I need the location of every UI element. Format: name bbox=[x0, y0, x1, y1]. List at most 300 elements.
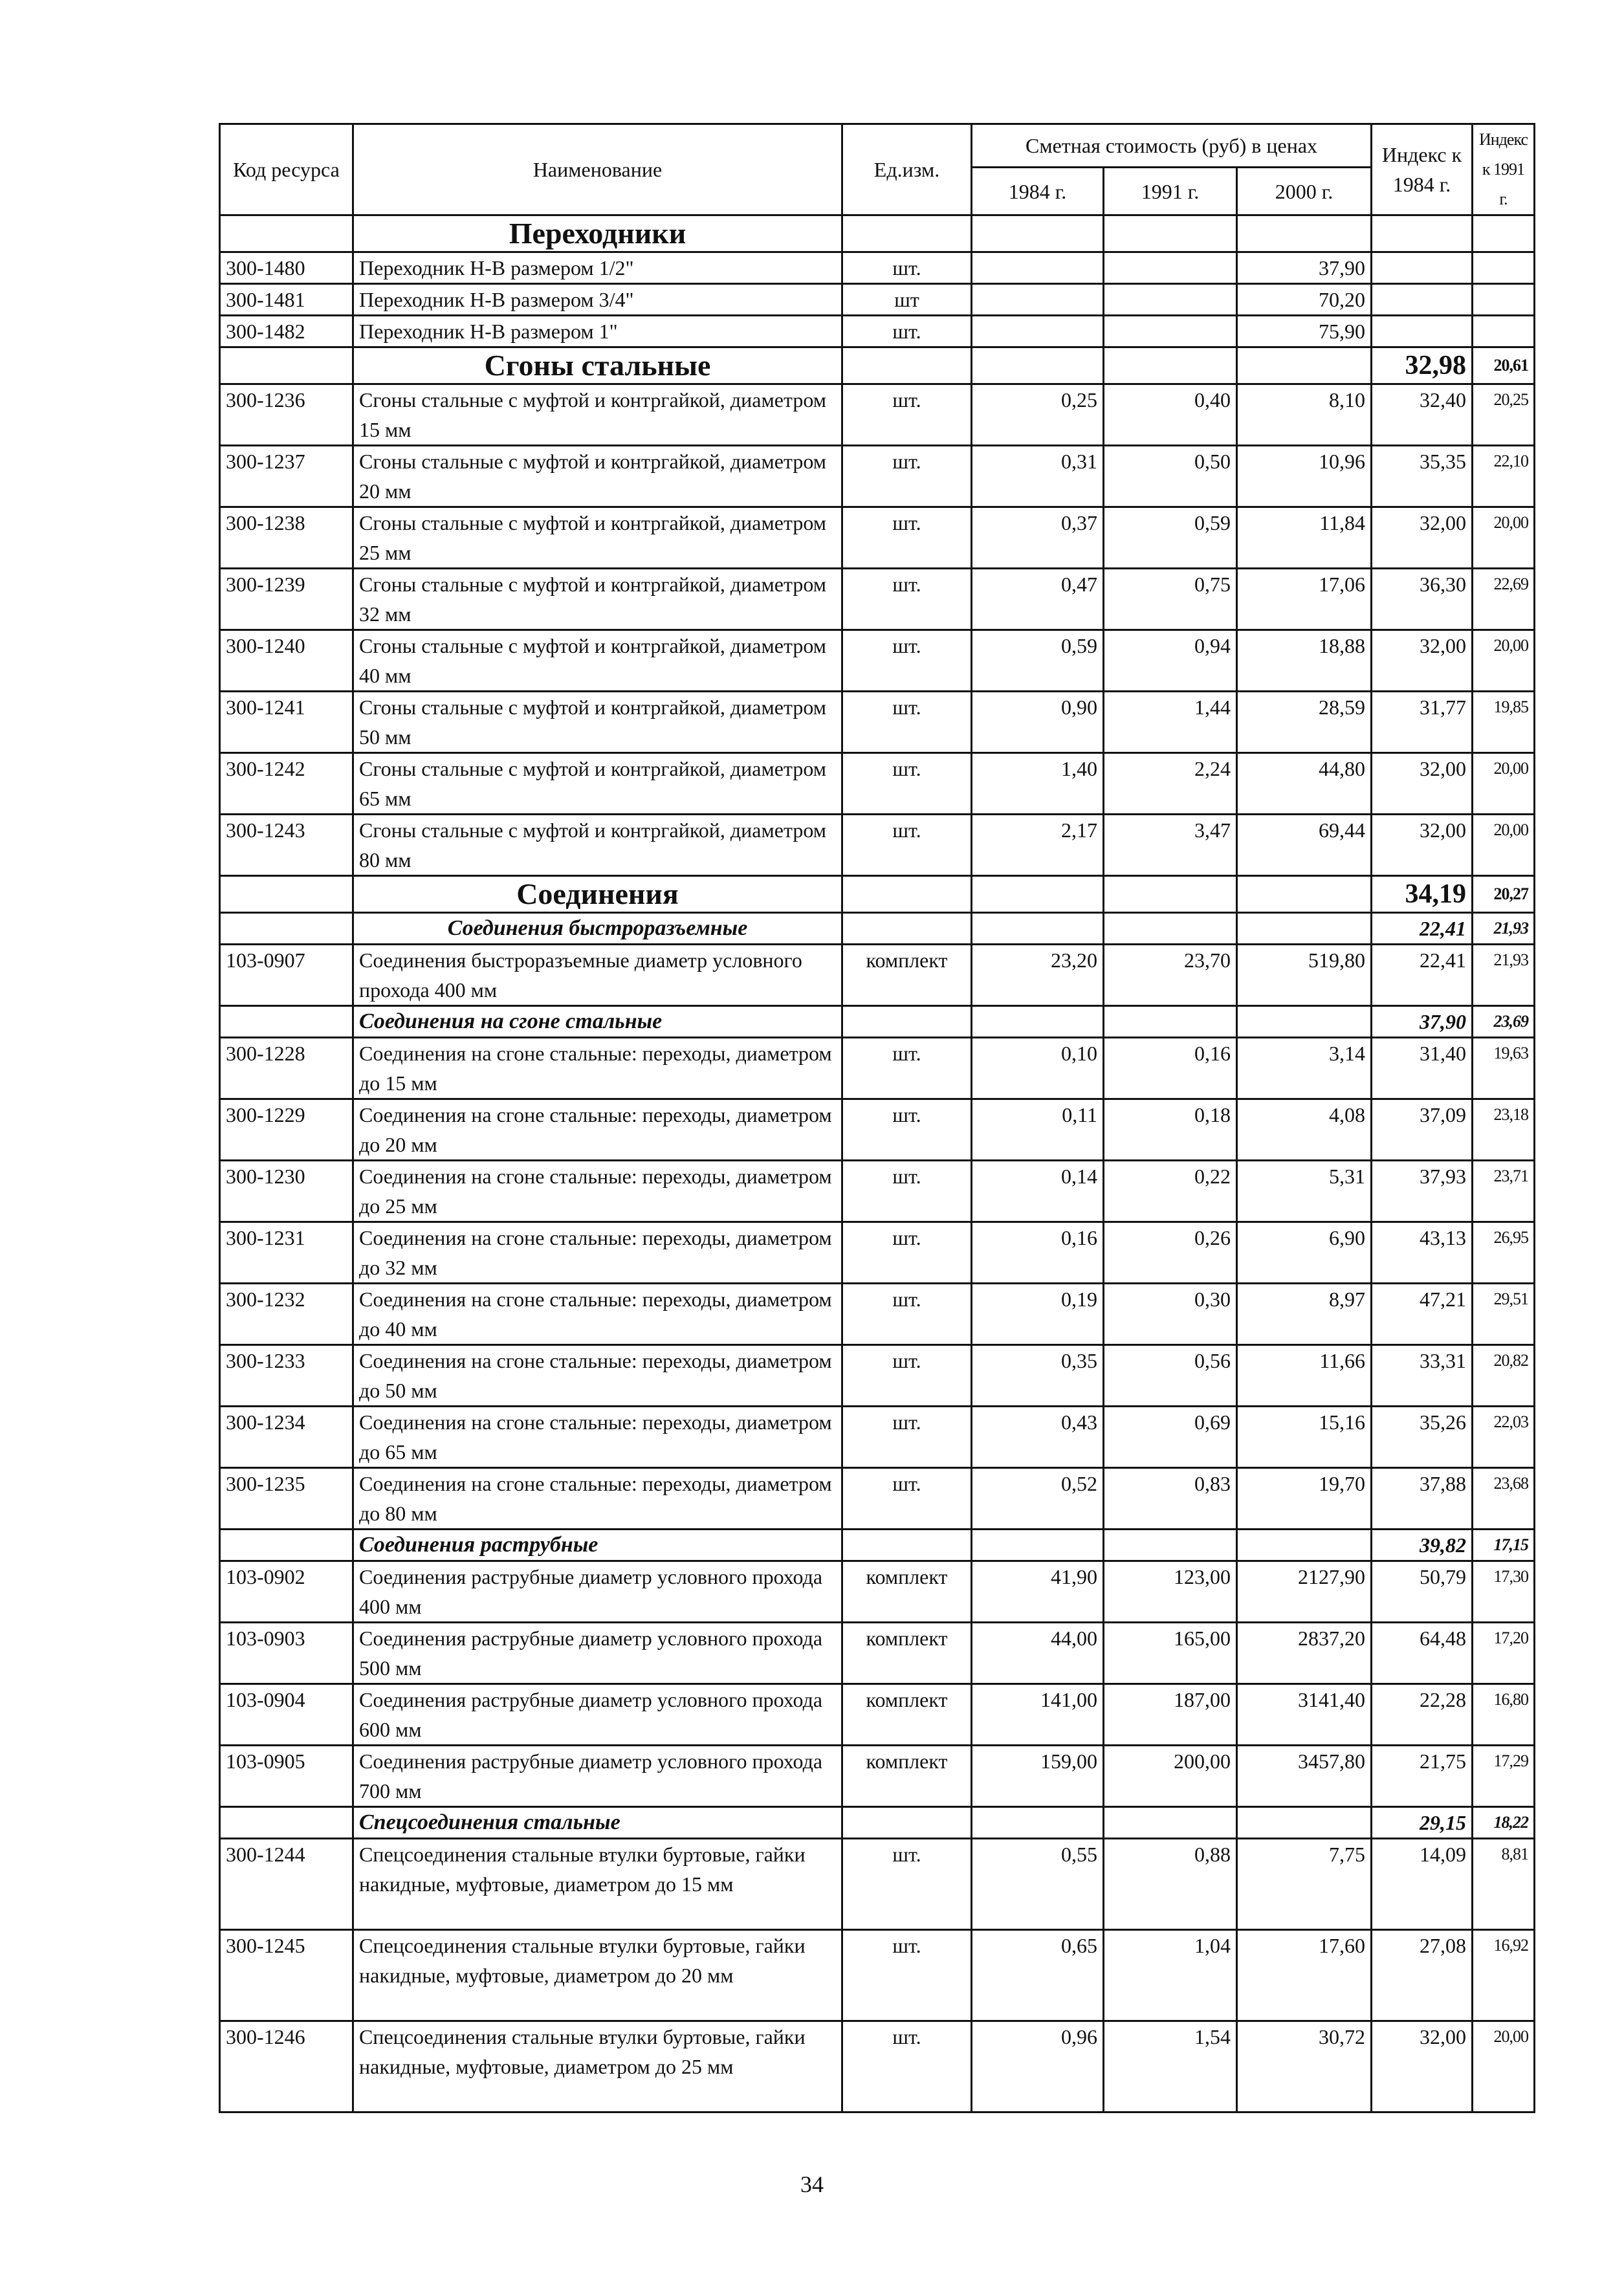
index-1984: 32,00 bbox=[1372, 815, 1473, 876]
index-1991: 22,10 bbox=[1473, 446, 1535, 507]
price-1991: 1,54 bbox=[1104, 2021, 1237, 2112]
section-index-1984: 34,19 bbox=[1372, 876, 1473, 913]
price-2000: 28,59 bbox=[1237, 692, 1372, 753]
table-row bbox=[220, 1345, 1535, 1407]
table-row bbox=[220, 1038, 1535, 1099]
price-1991: 0,22 bbox=[1104, 1161, 1237, 1222]
resource-name: Соединения на сгоне стальные: переходы, диаметром до 25 мм bbox=[353, 1161, 842, 1222]
index-1984: 21,75 bbox=[1372, 1746, 1473, 1807]
subsection-empty-unit bbox=[842, 1006, 972, 1038]
price-2000: 18,88 bbox=[1237, 630, 1372, 692]
header-index-1984: Индекс к 1984 г. bbox=[1372, 124, 1473, 215]
table-row bbox=[220, 1839, 1535, 1930]
price-2000: 2837,20 bbox=[1237, 1623, 1372, 1684]
resource-code: 300-1480 bbox=[220, 252, 353, 284]
unit: шт. bbox=[842, 1345, 972, 1407]
unit: шт. bbox=[842, 1284, 972, 1345]
price-2000: 17,06 bbox=[1237, 569, 1372, 630]
price-1984: 0,19 bbox=[972, 1284, 1104, 1345]
section-index-1991 bbox=[1473, 215, 1535, 252]
price-1984: 0,11 bbox=[972, 1099, 1104, 1161]
unit: шт. bbox=[842, 1839, 972, 1930]
unit: шт. bbox=[842, 1930, 972, 2021]
resource-code: 300-1240 bbox=[220, 630, 353, 692]
index-1984: 32,40 bbox=[1372, 384, 1473, 446]
price-2000: 3457,80 bbox=[1237, 1746, 1372, 1807]
price-1984: 0,55 bbox=[972, 1839, 1104, 1930]
resource-code: 300-1228 bbox=[220, 1038, 353, 1099]
resource-name: Переходник Н-В размером 1" bbox=[353, 316, 842, 347]
subsection-empty-1991 bbox=[1104, 1006, 1237, 1038]
section-empty-1984 bbox=[972, 347, 1104, 384]
section-empty-1984 bbox=[972, 876, 1104, 913]
price-1991: 0,16 bbox=[1104, 1038, 1237, 1099]
index-1984: 37,09 bbox=[1372, 1099, 1473, 1161]
index-1991 bbox=[1473, 284, 1535, 316]
unit: комплект bbox=[842, 945, 972, 1006]
resource-name: Соединения раструбные диаметр условного прохода 600 мм bbox=[353, 1684, 842, 1746]
resource-code: 300-1229 bbox=[220, 1099, 353, 1161]
price-1991: 0,40 bbox=[1104, 384, 1237, 446]
section-title: Соединения bbox=[353, 876, 842, 913]
unit: шт. bbox=[842, 507, 972, 569]
subsection-title: Соединения на сгоне стальные bbox=[353, 1006, 842, 1038]
price-1991: 3,47 bbox=[1104, 815, 1237, 876]
index-1984: 32,00 bbox=[1372, 753, 1473, 815]
unit: шт. bbox=[842, 1407, 972, 1468]
resource-code: 300-1239 bbox=[220, 569, 353, 630]
index-1984: 33,31 bbox=[1372, 1345, 1473, 1407]
header-1991: 1991 г. bbox=[1104, 168, 1237, 215]
resource-name: Сгоны стальные с муфтой и контргайкой, диаметром 80 мм bbox=[353, 815, 842, 876]
price-2000: 15,16 bbox=[1237, 1407, 1372, 1468]
index-1991: 22,69 bbox=[1473, 569, 1535, 630]
subsection-header-row bbox=[220, 913, 1535, 945]
resource-code: 103-0907 bbox=[220, 945, 353, 1006]
index-1984: 32,00 bbox=[1372, 2021, 1473, 2112]
index-1984: 31,77 bbox=[1372, 692, 1473, 753]
index-1991: 19,85 bbox=[1473, 692, 1535, 753]
table-row bbox=[220, 1407, 1535, 1468]
index-1991: 26,95 bbox=[1473, 1222, 1535, 1284]
price-2000: 2127,90 bbox=[1237, 1561, 1372, 1623]
resource-name: Соединения раструбные диаметр условного прохода 400 мм bbox=[353, 1561, 842, 1623]
resource-name: Соединения быстроразъемные диаметр условного прохода 400 мм bbox=[353, 945, 842, 1006]
price-2000: 8,97 bbox=[1237, 1284, 1372, 1345]
resource-code: 300-1241 bbox=[220, 692, 353, 753]
section-empty-code bbox=[220, 215, 353, 252]
resource-name: Соединения раструбные диаметр условного прохода 500 мм bbox=[353, 1623, 842, 1684]
subsection-empty-1984 bbox=[972, 1006, 1104, 1038]
index-1984: 47,21 bbox=[1372, 1284, 1473, 1345]
resource-name: Сгоны стальные с муфтой и контргайкой, диаметром 15 мм bbox=[353, 384, 842, 446]
resource-code: 300-1230 bbox=[220, 1161, 353, 1222]
price-1984 bbox=[972, 284, 1104, 316]
price-1991: 165,00 bbox=[1104, 1623, 1237, 1684]
index-1991: 22,03 bbox=[1473, 1407, 1535, 1468]
resource-code: 300-1238 bbox=[220, 507, 353, 569]
price-1984 bbox=[972, 252, 1104, 284]
index-1991: 20,00 bbox=[1473, 630, 1535, 692]
header-name: Наименование bbox=[353, 124, 842, 215]
resource-code: 103-0904 bbox=[220, 1684, 353, 1746]
price-1991: 0,94 bbox=[1104, 630, 1237, 692]
header-1984: 1984 г. bbox=[972, 168, 1104, 215]
subsection-empty-2000 bbox=[1237, 1807, 1372, 1839]
unit: шт. bbox=[842, 446, 972, 507]
price-2000: 44,80 bbox=[1237, 753, 1372, 815]
price-1984 bbox=[972, 316, 1104, 347]
section-empty-2000 bbox=[1237, 876, 1372, 913]
index-1991: 21,93 bbox=[1473, 945, 1535, 1006]
subsection-index-1991: 23,69 bbox=[1473, 1006, 1535, 1038]
subsection-empty-code bbox=[220, 1006, 353, 1038]
table-row bbox=[220, 1930, 1535, 2021]
table-row bbox=[220, 1623, 1535, 1684]
price-table-container bbox=[219, 123, 1533, 2113]
resource-code: 300-1237 bbox=[220, 446, 353, 507]
resource-name: Соединения на сгоне стальные: переходы, диаметром до 40 мм bbox=[353, 1284, 842, 1345]
index-1991 bbox=[1473, 252, 1535, 284]
price-1984: 0,65 bbox=[972, 1930, 1104, 2021]
index-1984: 27,08 bbox=[1372, 1930, 1473, 2021]
subsection-index-1991: 21,93 bbox=[1473, 913, 1535, 945]
unit: шт. bbox=[842, 569, 972, 630]
section-empty-code bbox=[220, 876, 353, 913]
header-unit: Ед.изм. bbox=[842, 124, 972, 215]
price-1984: 2,17 bbox=[972, 815, 1104, 876]
subsection-header-row bbox=[220, 1530, 1535, 1561]
resource-code: 300-1245 bbox=[220, 1930, 353, 2021]
section-title: Переходники bbox=[353, 215, 842, 252]
subsection-empty-unit bbox=[842, 913, 972, 945]
section-header-row bbox=[220, 347, 1535, 384]
index-1984: 35,35 bbox=[1372, 446, 1473, 507]
index-1991: 8,81 bbox=[1473, 1839, 1535, 1930]
price-1984: 0,14 bbox=[972, 1161, 1104, 1222]
price-table bbox=[219, 123, 1535, 2113]
index-1991: 20,00 bbox=[1473, 815, 1535, 876]
table-row bbox=[220, 945, 1535, 1006]
resource-code: 300-1234 bbox=[220, 1407, 353, 1468]
resource-code: 103-0905 bbox=[220, 1746, 353, 1807]
price-1991: 187,00 bbox=[1104, 1684, 1237, 1746]
price-2000: 11,66 bbox=[1237, 1345, 1372, 1407]
unit: шт. bbox=[842, 252, 972, 284]
unit: шт. bbox=[842, 1468, 972, 1530]
table-header bbox=[220, 124, 1535, 215]
index-1984: 64,48 bbox=[1372, 1623, 1473, 1684]
price-1991: 0,88 bbox=[1104, 1839, 1237, 1930]
index-1991: 23,71 bbox=[1473, 1161, 1535, 1222]
price-1991: 0,69 bbox=[1104, 1407, 1237, 1468]
table-row bbox=[220, 284, 1535, 316]
resource-code: 300-1243 bbox=[220, 815, 353, 876]
table-row bbox=[220, 753, 1535, 815]
index-1984: 43,13 bbox=[1372, 1222, 1473, 1284]
index-1991: 20,25 bbox=[1473, 384, 1535, 446]
resource-name: Соединения на сгоне стальные: переходы, диаметром до 50 мм bbox=[353, 1345, 842, 1407]
index-1984 bbox=[1372, 252, 1473, 284]
unit: шт. bbox=[842, 630, 972, 692]
unit: шт. bbox=[842, 2021, 972, 2112]
subsection-empty-1984 bbox=[972, 1530, 1104, 1561]
section-empty-unit bbox=[842, 876, 972, 913]
price-1991: 0,30 bbox=[1104, 1284, 1237, 1345]
header-price-group: Сметная стоимость (руб) в ценах bbox=[972, 124, 1372, 168]
price-1984: 0,37 bbox=[972, 507, 1104, 569]
price-1984: 0,90 bbox=[972, 692, 1104, 753]
price-2000: 11,84 bbox=[1237, 507, 1372, 569]
price-1984: 0,16 bbox=[972, 1222, 1104, 1284]
price-2000: 519,80 bbox=[1237, 945, 1372, 1006]
table-row bbox=[220, 2021, 1535, 2112]
resource-code: 300-1236 bbox=[220, 384, 353, 446]
price-1984: 0,96 bbox=[972, 2021, 1104, 2112]
price-1991 bbox=[1104, 252, 1237, 284]
index-1991: 29,51 bbox=[1473, 1284, 1535, 1345]
resource-code: 103-0903 bbox=[220, 1623, 353, 1684]
index-1991: 19,63 bbox=[1473, 1038, 1535, 1099]
resource-name: Сгоны стальные с муфтой и контргайкой, диаметром 20 мм bbox=[353, 446, 842, 507]
table-row bbox=[220, 316, 1535, 347]
resource-name: Соединения на сгоне стальные: переходы, диаметром до 15 мм bbox=[353, 1038, 842, 1099]
header-code: Код ресурса bbox=[220, 124, 353, 215]
index-1991: 17,30 bbox=[1473, 1561, 1535, 1623]
resource-code: 300-1232 bbox=[220, 1284, 353, 1345]
subsection-index-1984: 22,41 bbox=[1372, 913, 1473, 945]
subsection-empty-1991 bbox=[1104, 1807, 1237, 1839]
price-1984: 0,52 bbox=[972, 1468, 1104, 1530]
price-2000: 5,31 bbox=[1237, 1161, 1372, 1222]
unit: шт. bbox=[842, 384, 972, 446]
unit: комплект bbox=[842, 1684, 972, 1746]
resource-code: 300-1235 bbox=[220, 1468, 353, 1530]
price-1991: 0,59 bbox=[1104, 507, 1237, 569]
index-1991 bbox=[1473, 316, 1535, 347]
price-2000: 7,75 bbox=[1237, 1839, 1372, 1930]
price-1984: 0,25 bbox=[972, 384, 1104, 446]
index-1991: 17,29 bbox=[1473, 1746, 1535, 1807]
price-1991 bbox=[1104, 284, 1237, 316]
header-2000: 2000 г. bbox=[1237, 168, 1372, 215]
resource-name: Сгоны стальные с муфтой и контргайкой, диаметром 50 мм bbox=[353, 692, 842, 753]
price-1984: 141,00 bbox=[972, 1684, 1104, 1746]
table-row bbox=[220, 1561, 1535, 1623]
price-1984: 159,00 bbox=[972, 1746, 1104, 1807]
subsection-title: Спецсоединения стальные bbox=[353, 1807, 842, 1839]
subsection-empty-1991 bbox=[1104, 913, 1237, 945]
subsection-index-1991: 18,22 bbox=[1473, 1807, 1535, 1839]
resource-code: 300-1481 bbox=[220, 284, 353, 316]
price-2000: 70,20 bbox=[1237, 284, 1372, 316]
unit: шт. bbox=[842, 1222, 972, 1284]
resource-code: 300-1233 bbox=[220, 1345, 353, 1407]
resource-name: Соединения на сгоне стальные: переходы, диаметром до 65 мм bbox=[353, 1407, 842, 1468]
index-1984: 32,00 bbox=[1372, 507, 1473, 569]
subsection-empty-code bbox=[220, 913, 353, 945]
price-1984: 0,43 bbox=[972, 1407, 1104, 1468]
unit: комплект bbox=[842, 1561, 972, 1623]
resource-code: 300-1482 bbox=[220, 316, 353, 347]
price-1991: 1,44 bbox=[1104, 692, 1237, 753]
index-1984: 50,79 bbox=[1372, 1561, 1473, 1623]
table-row bbox=[220, 815, 1535, 876]
section-empty-unit bbox=[842, 215, 972, 252]
resource-name: Соединения раструбные диаметр условного прохода 700 мм bbox=[353, 1746, 842, 1807]
price-1991: 2,24 bbox=[1104, 753, 1237, 815]
page-number: 34 bbox=[800, 2171, 824, 2197]
table-row bbox=[220, 1222, 1535, 1284]
subsection-index-1984: 37,90 bbox=[1372, 1006, 1473, 1038]
price-1984: 41,90 bbox=[972, 1561, 1104, 1623]
unit: шт. bbox=[842, 815, 972, 876]
price-2000: 3141,40 bbox=[1237, 1684, 1372, 1746]
resource-code: 300-1244 bbox=[220, 1839, 353, 1930]
price-2000: 17,60 bbox=[1237, 1930, 1372, 2021]
index-1991: 16,92 bbox=[1473, 1930, 1535, 2021]
price-1991: 123,00 bbox=[1104, 1561, 1237, 1623]
subsection-index-1984: 39,82 bbox=[1372, 1530, 1473, 1561]
price-1991: 23,70 bbox=[1104, 945, 1237, 1006]
resource-name: Спецсоединения стальные втулки буртовые, гайки накидные, муфтовые, диаметром до 15 мм bbox=[353, 1839, 842, 1930]
subsection-header-row bbox=[220, 1006, 1535, 1038]
section-empty-1991 bbox=[1104, 347, 1237, 384]
index-1991: 16,80 bbox=[1473, 1684, 1535, 1746]
resource-code: 300-1246 bbox=[220, 2021, 353, 2112]
section-empty-1984 bbox=[972, 215, 1104, 252]
index-1991: 23,68 bbox=[1473, 1468, 1535, 1530]
unit: шт. bbox=[842, 1099, 972, 1161]
unit: шт. bbox=[842, 753, 972, 815]
table-row bbox=[220, 1684, 1535, 1746]
price-1991: 1,04 bbox=[1104, 1930, 1237, 2021]
index-1984: 37,88 bbox=[1372, 1468, 1473, 1530]
price-1991: 0,18 bbox=[1104, 1099, 1237, 1161]
resource-code: 300-1242 bbox=[220, 753, 353, 815]
resource-name: Соединения на сгоне стальные: переходы, диаметром до 20 мм bbox=[353, 1099, 842, 1161]
unit: шт. bbox=[842, 316, 972, 347]
price-2000: 19,70 bbox=[1237, 1468, 1372, 1530]
unit: комплект bbox=[842, 1746, 972, 1807]
section-empty-2000 bbox=[1237, 347, 1372, 384]
subsection-index-1984: 29,15 bbox=[1372, 1807, 1473, 1839]
price-1991: 0,26 bbox=[1104, 1222, 1237, 1284]
section-index-1984 bbox=[1372, 215, 1473, 252]
index-1984: 35,26 bbox=[1372, 1407, 1473, 1468]
price-1984: 44,00 bbox=[972, 1623, 1104, 1684]
resource-name: Переходник Н-В размером 1/2" bbox=[353, 252, 842, 284]
resource-name: Сгоны стальные с муфтой и контргайкой, диаметром 32 мм bbox=[353, 569, 842, 630]
table-row bbox=[220, 1746, 1535, 1807]
index-1984: 32,00 bbox=[1372, 630, 1473, 692]
subsection-empty-2000 bbox=[1237, 1530, 1372, 1561]
price-2000: 3,14 bbox=[1237, 1038, 1372, 1099]
index-1984: 37,93 bbox=[1372, 1161, 1473, 1222]
index-1991: 20,00 bbox=[1473, 753, 1535, 815]
price-2000: 8,10 bbox=[1237, 384, 1372, 446]
table-row bbox=[220, 384, 1535, 446]
resource-code: 103-0902 bbox=[220, 1561, 353, 1623]
section-index-1991: 20,27 bbox=[1473, 876, 1535, 913]
section-empty-1991 bbox=[1104, 876, 1237, 913]
price-1984: 0,10 bbox=[972, 1038, 1104, 1099]
subsection-empty-unit bbox=[842, 1807, 972, 1839]
subsection-empty-unit bbox=[842, 1530, 972, 1561]
resource-name: Сгоны стальные с муфтой и контргайкой, диаметром 25 мм bbox=[353, 507, 842, 569]
resource-code: 300-1231 bbox=[220, 1222, 353, 1284]
section-header-row bbox=[220, 876, 1535, 913]
price-2000: 37,90 bbox=[1237, 252, 1372, 284]
table-row bbox=[220, 1468, 1535, 1530]
price-2000: 4,08 bbox=[1237, 1099, 1372, 1161]
subsection-index-1991: 17,15 bbox=[1473, 1530, 1535, 1561]
resource-name: Спецсоединения стальные втулки буртовые, гайки накидные, муфтовые, диаметром до 25 мм bbox=[353, 2021, 842, 2112]
index-1991: 20,82 bbox=[1473, 1345, 1535, 1407]
unit: шт bbox=[842, 284, 972, 316]
price-1991: 0,56 bbox=[1104, 1345, 1237, 1407]
resource-name: Соединения на сгоне стальные: переходы, диаметром до 32 мм bbox=[353, 1222, 842, 1284]
price-1984: 0,59 bbox=[972, 630, 1104, 692]
subsection-empty-1991 bbox=[1104, 1530, 1237, 1561]
section-header-row bbox=[220, 215, 1535, 252]
index-1991: 20,00 bbox=[1473, 507, 1535, 569]
unit: шт. bbox=[842, 1161, 972, 1222]
unit: шт. bbox=[842, 1038, 972, 1099]
index-1984: 22,41 bbox=[1372, 945, 1473, 1006]
section-empty-1991 bbox=[1104, 215, 1237, 252]
price-1984: 1,40 bbox=[972, 753, 1104, 815]
price-1984: 0,35 bbox=[972, 1345, 1104, 1407]
header-index-1991: Индекс к 1991 г. bbox=[1473, 124, 1535, 215]
subsection-empty-2000 bbox=[1237, 913, 1372, 945]
section-empty-unit bbox=[842, 347, 972, 384]
table-row bbox=[220, 1099, 1535, 1161]
price-1991: 0,75 bbox=[1104, 569, 1237, 630]
table-row bbox=[220, 630, 1535, 692]
index-1984 bbox=[1372, 316, 1473, 347]
index-1991: 23,18 bbox=[1473, 1099, 1535, 1161]
price-2000: 75,90 bbox=[1237, 316, 1372, 347]
table-row bbox=[220, 1161, 1535, 1222]
table-body bbox=[220, 215, 1535, 2112]
index-1984: 22,28 bbox=[1372, 1684, 1473, 1746]
table-row bbox=[220, 507, 1535, 569]
price-1984: 0,47 bbox=[972, 569, 1104, 630]
price-1991: 200,00 bbox=[1104, 1746, 1237, 1807]
price-2000: 69,44 bbox=[1237, 815, 1372, 876]
resource-name: Сгоны стальные с муфтой и контргайкой, диаметром 40 мм bbox=[353, 630, 842, 692]
price-1984: 0,31 bbox=[972, 446, 1104, 507]
resource-name: Соединения на сгоне стальные: переходы, диаметром до 80 мм bbox=[353, 1468, 842, 1530]
index-1991: 17,20 bbox=[1473, 1623, 1535, 1684]
index-1984: 31,40 bbox=[1372, 1038, 1473, 1099]
subsection-empty-code bbox=[220, 1530, 353, 1561]
price-1991 bbox=[1104, 316, 1237, 347]
price-1991: 0,83 bbox=[1104, 1468, 1237, 1530]
table-row bbox=[220, 1284, 1535, 1345]
table-row bbox=[220, 252, 1535, 284]
resource-name: Спецсоединения стальные втулки буртовые, гайки накидные, муфтовые, диаметром до 20 мм bbox=[353, 1930, 842, 2021]
index-1984 bbox=[1372, 284, 1473, 316]
subsection-title: Соединения раструбные bbox=[353, 1530, 842, 1561]
table-row bbox=[220, 692, 1535, 753]
price-2000: 6,90 bbox=[1237, 1222, 1372, 1284]
index-1984: 14,09 bbox=[1372, 1839, 1473, 1930]
subsection-empty-2000 bbox=[1237, 1006, 1372, 1038]
price-2000: 10,96 bbox=[1237, 446, 1372, 507]
section-index-1991: 20,61 bbox=[1473, 347, 1535, 384]
